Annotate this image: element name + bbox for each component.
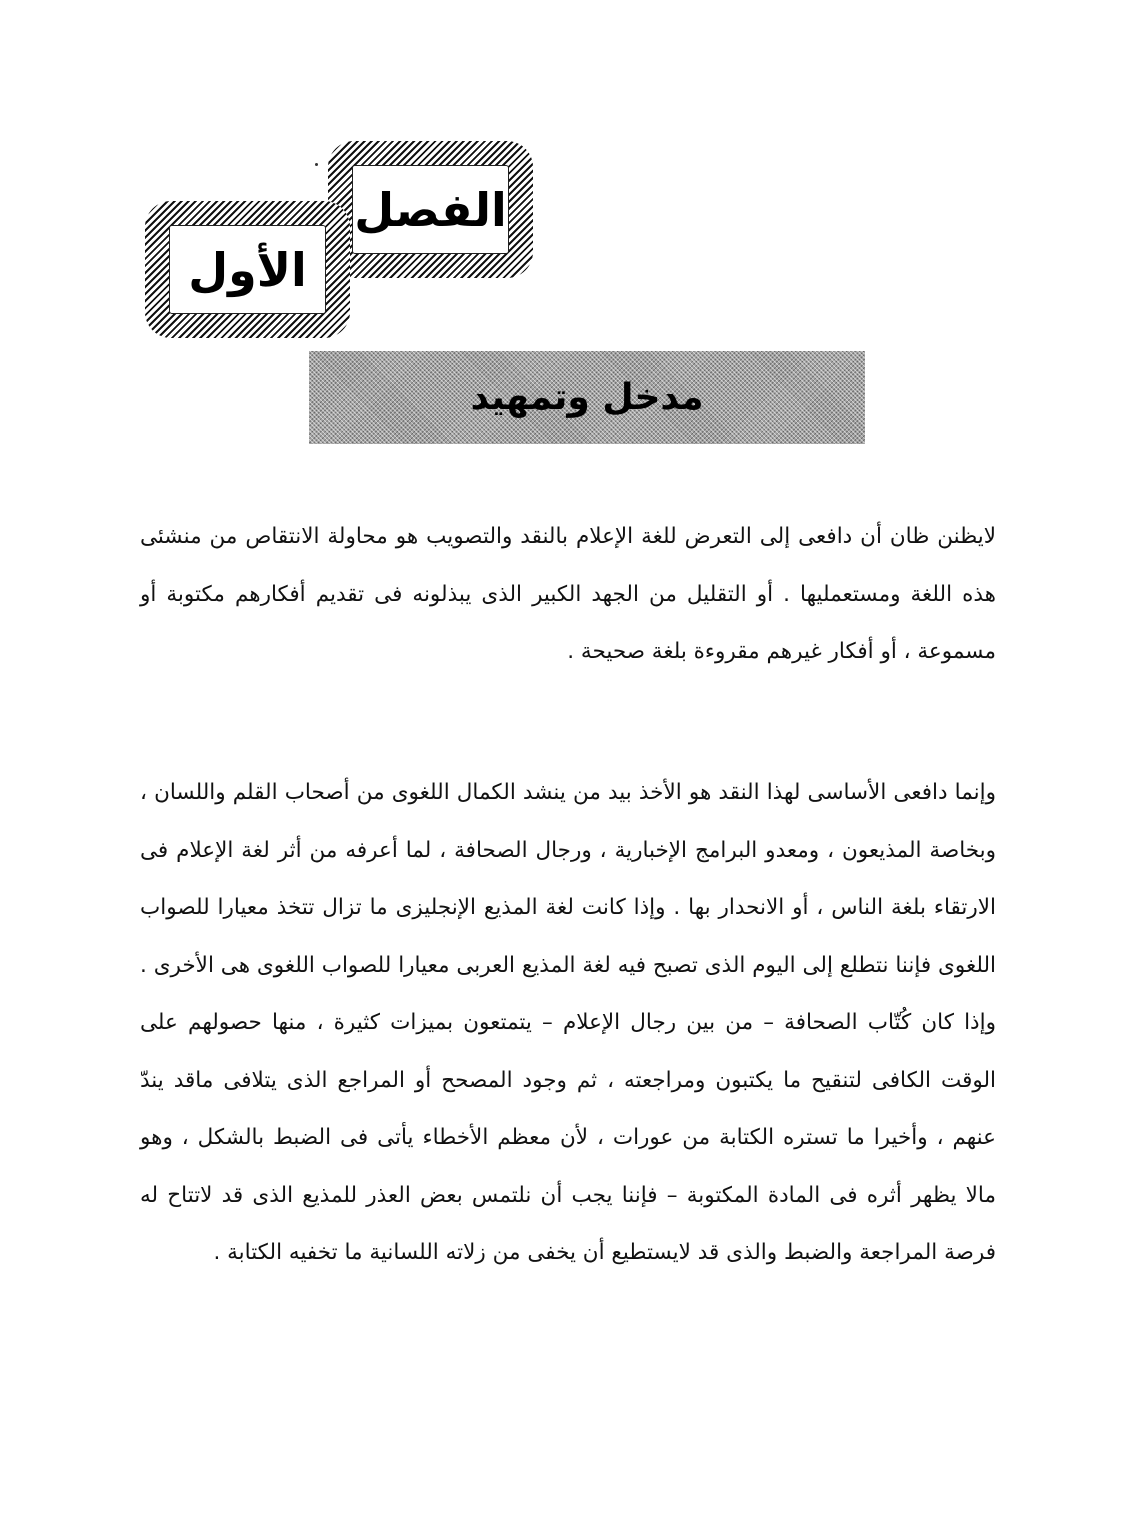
chapter-frame-top [328, 141, 533, 278]
body-paragraph-1 [140, 508, 996, 681]
chapter-heading-word-2: الأول [188, 242, 307, 297]
section-title-banner [309, 351, 865, 444]
paragraph-text: لايظنن ظان أن دافعى إلى التعرض للغة الإعلام بالنقد والتصويب هو محاولة الانتقاص من منشئى هذه اللغة ومستعمليها . أو التقليل من الجهد الكبير الذى يبذلونه فى تقديم أفكارهم مكتوبة أو مسموعة ، أو أفكار غيرهم مقروءة بلغة صحيحة . [140, 524, 996, 664]
print-speck [315, 163, 318, 166]
body-paragraph-2 [140, 764, 996, 1282]
section-title: مدخل وتمهيد [470, 377, 704, 418]
chapter-frame-top-inner [352, 165, 509, 254]
chapter-frame-bottom [145, 201, 350, 338]
chapter-frame-bottom-inner [169, 225, 326, 314]
paragraph-text: وإنما دافعى الأساسى لهذا النقد هو الأخذ بيد من ينشد الكمال اللغوى من أصحاب القلم واللسان ، وبخاصة المذيعون ، ومعدو البرامج الإخبارية ، ورجال الصحافة ، لما أعرفه من أثر لغة الإعلام فى الارتقاء بلغة الناس ، أو الانحدار بها . وإذا كانت لغة المذيع الإنجليزى ما تزال تتخذ معيارا للصواب اللغوى فإننا نتطلع إلى اليوم الذى تصبح فيه لغة المذيع العربى معيارا للصواب اللغوى هى الأخرى . وإذا كان كُتّاب الصحافة – من بين رجال الإعلام – يتمتعون بميزات كثيرة ، منها حصولهم على الوقت الكافى لتنقيح ما يكتبون ومراجعته ، ثم وجود المصحح أو المراجع الذى يتلافى ماقد يندّ عنهم ، وأخيرا ما تستره الكتابة من عورات ، لأن معظم الأخطاء يأتى فى الضبط بالشكل ، وهو مالا يظهر أثره فى المادة المكتوبة – فإننا يجب أن نلتمس بعض العذر للمذيع الذى قد لاتتاح له فرصة المراجعة والضبط والذى قد لايستطيع أن يخفى من زلاته اللسانية ما تخفيه الكتابة . [140, 780, 996, 1265]
chapter-heading-word-1: الفصل [354, 182, 507, 237]
